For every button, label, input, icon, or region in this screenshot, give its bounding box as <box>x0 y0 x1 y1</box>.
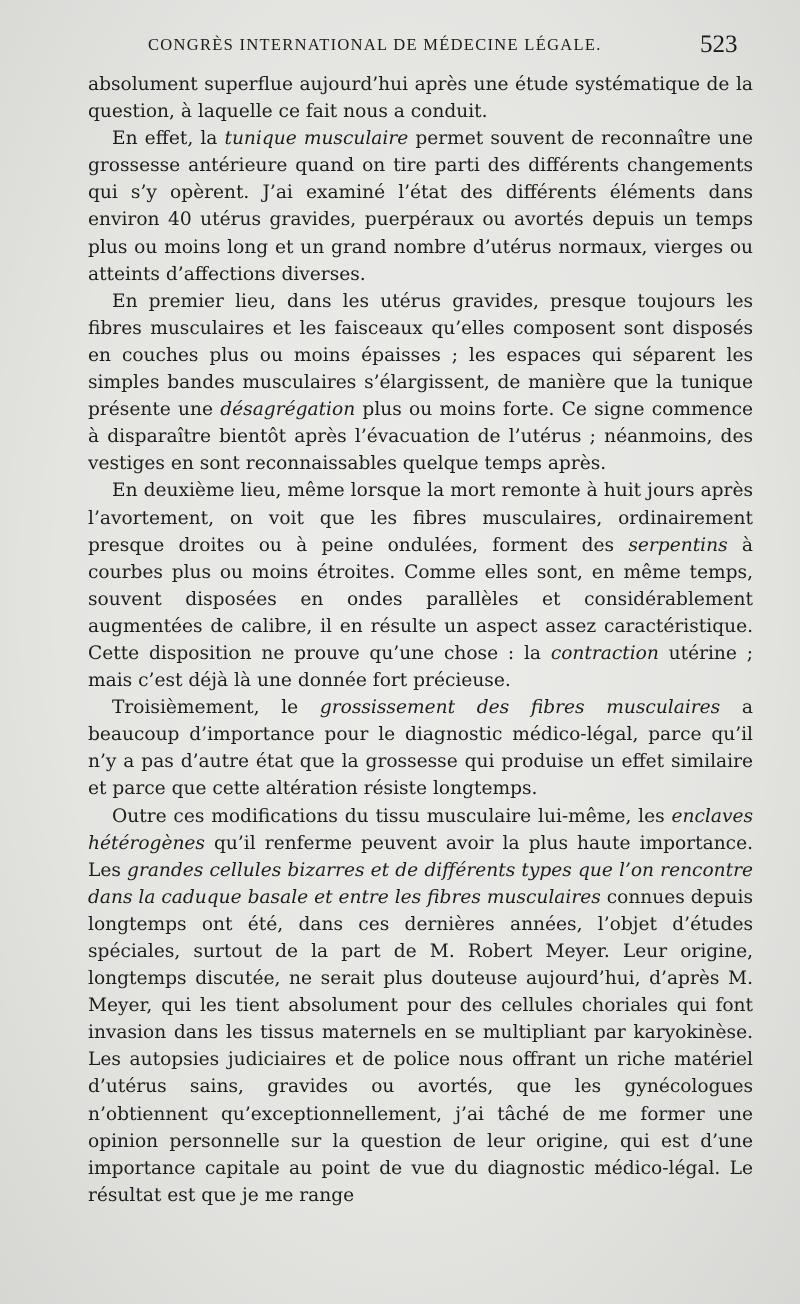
text-run: plus ou moins forte. Ce signe commence à disparaître bientôt après l’évacuation de l’utérus ; néanmoins, des vestiges en sont reconnaissables quelque temps après. <box>88 399 753 475</box>
text-run: qu’il renferme peuvent avoir la plus haute importance. Les <box>88 832 753 881</box>
text-run: utérine ; mais c’est déjà là une donnée fort précieuse. <box>88 642 753 692</box>
text-run: à courbes plus ou moins étroites. Comme elles sont, en même temps, souvent disposées en ondes parallèles et considérablement augmentées de calibre, il en résulte un aspect assez caractéristique. Cette disposition ne prouve qu’une chose : la <box>88 534 753 664</box>
paragraph <box>88 477 753 694</box>
page-header <box>0 30 800 64</box>
text-run: Troisièmement, le <box>112 697 320 719</box>
italic-text: désagrégation <box>220 399 356 421</box>
text-run: a beaucoup d’importance pour le diagnostic médico-légal, parce qu’il n’y a pas d’autre état que la grossesse qui produise un effet similaire et parce que cette altération résiste longtemps. <box>88 697 753 800</box>
italic-text: grandes cellules bizarres et de différents types que l’on rencontre dans la caduque basale et entre les fibres musculaires <box>88 859 753 908</box>
text-run: Outre ces modifications du tissu musculaire lui-même, les <box>112 805 672 827</box>
italic-text: contraction <box>550 642 659 664</box>
paragraph <box>88 71 753 125</box>
italic-text: serpentins <box>628 534 728 556</box>
paragraph <box>88 288 753 478</box>
italic-text: enclaves hétérogènes <box>88 805 753 854</box>
running-head: CONGRÈS INTERNATIONAL DE MÉDECINE LÉGALE. <box>148 35 602 54</box>
text-run: absolument superflue aujourd’hui après une étude systématique de la question, à laquelle ce fait nous a conduit. <box>88 74 753 123</box>
paragraph <box>88 125 753 288</box>
italic-text: tunique musculaire <box>224 128 409 150</box>
paragraph <box>88 694 753 802</box>
text-run: En deuxième lieu, même lorsque la mort remonte à huit jours après l’avortement, on voit que les fibres musculaires, ordinairement presque droites ou à peine ondulées, forment des <box>88 480 753 556</box>
text-run: permet souvent de reconnaître une grossesse antérieure quand on tire parti des différents changements qui s’y opèrent. J’ai examiné l’état des différents éléments dans environ 40 utérus gravides, puerpéraux ou avortés depuis un temps plus ou moins long et un grand nombre d’utérus normaux, vierges ou atteints d’affections diverses. <box>88 128 753 285</box>
italic-text: grossissement des fibres musculaires <box>319 697 721 719</box>
text-run: En effet, la <box>112 128 225 150</box>
text-run: connues depuis longtemps ont été, dans ces dernières années, l’objet d’études spéciales, surtout de la part de M. Robert Meyer. Leur origine, longtemps discutée, ne serait plus douteuse aujourd’hui, d’après M. Meyer, qui les tient absolument pour des cellules choriales qui font invasion dans les tissus maternels en se multipliant par karyokinèse. Les autopsies judiciaires et de police nous offrant un riche matériel d’utérus sains, gravides ou avortés, que les gynécologues n’obtiennent qu’exceptionnellement, j’ai tâché de me former une opinion personnelle sur la question de leur origine, qui est d’une importance capitale au point de vue du diagnostic médico-légal. Le résultat est que je me range <box>88 886 753 1206</box>
paragraph <box>88 803 753 1209</box>
page-number: 523 <box>700 31 738 58</box>
text-run: En premier lieu, dans les utérus gravides, presque toujours les fibres musculaires et les faisceaux qu’elles composent sont disposés en couches plus ou moins épaisses ; les espaces qui séparent les simples bandes musculaires s’élargissent, de manière que la tunique présente une <box>88 290 753 421</box>
body-text <box>88 71 753 1209</box>
